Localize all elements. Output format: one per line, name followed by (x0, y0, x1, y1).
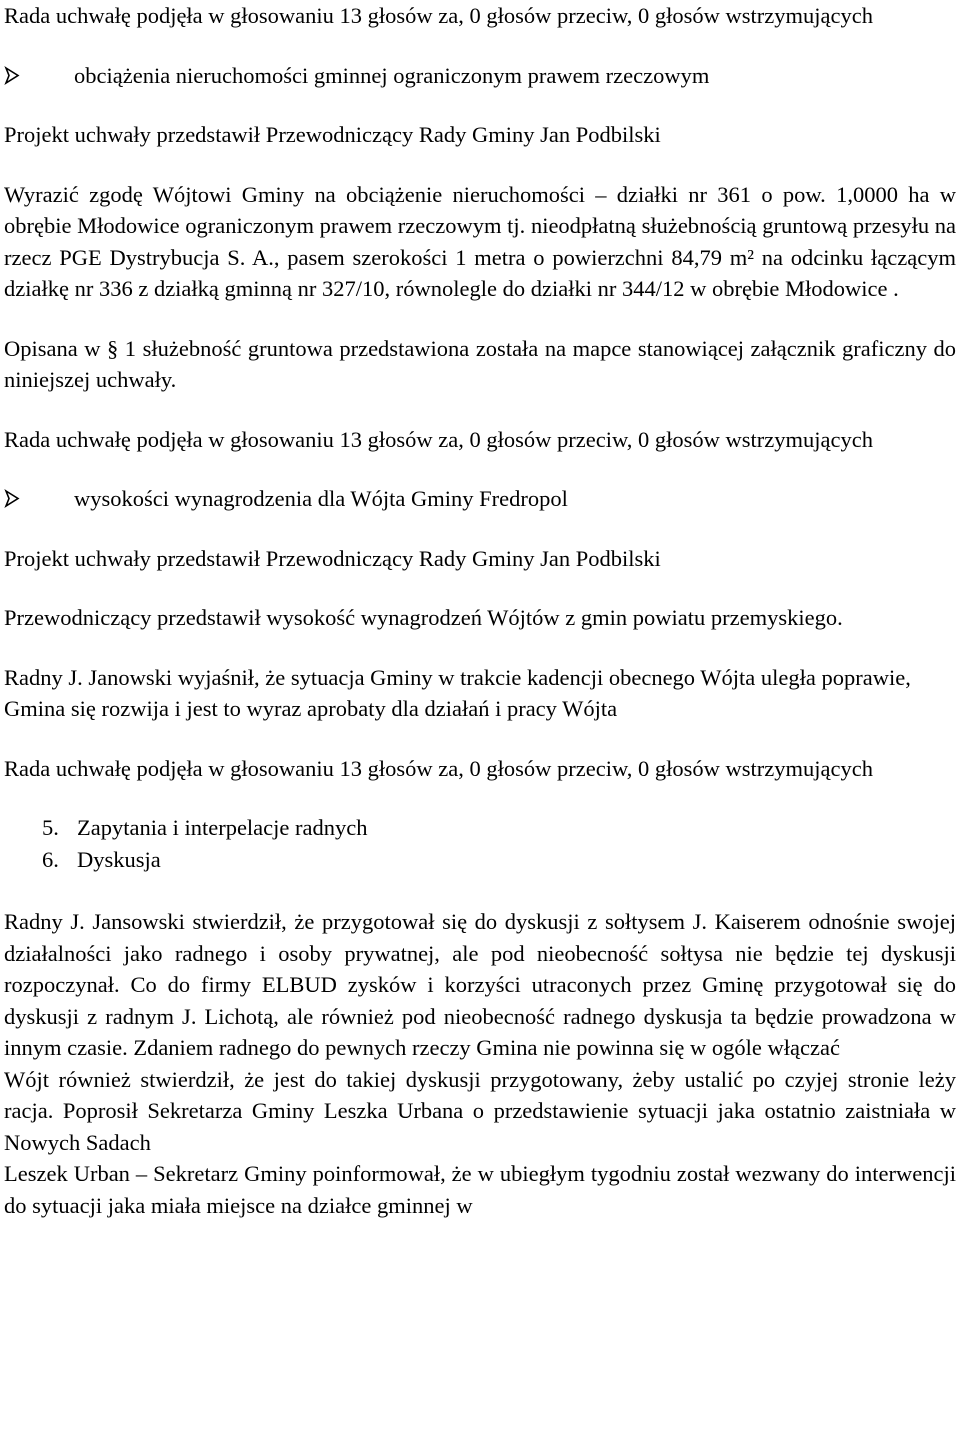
agenda-item-salary (4, 483, 956, 515)
project-presenter-2: Projekt uchwały przedstawił Przewodniczący Rady Gminy Jan Podbilski (4, 545, 661, 571)
list-item-number: 5. (42, 815, 59, 840)
vote-result-3: Rada uchwałę podjęła w głosowaniu 13 głosów za, 0 głosów przeciw, 0 głosów wstrzymujących (4, 755, 873, 781)
list-item-text: Dyskusja (77, 846, 161, 872)
discussion-secretary: Leszek Urban – Sekretarz Gminy poinformował, że w ubiegłym tygodniu został wezwany do interwencji do sytuacji jaka miała miejsce na działce gminnej w (4, 1161, 956, 1218)
councillor-statement: Radny J. Janowski wyjaśnił, że sytuacja Gminy w trakcie kadencji obecnego Wójta uległa poprawie, Gmina się rozwija i jest to wyraz aprobaty dla działań i pracy Wójta (4, 664, 911, 721)
arrow-bullet-icon (4, 483, 22, 514)
agenda-item-label: obciążenia nieruchomości gminnej ograniczonym prawem rzeczowym (74, 62, 710, 88)
list-item-text: Zapytania i interpelacje radnych (77, 815, 368, 840)
chairman-statement: Przewodniczący przedstawił wysokość wynagrodzeń Wójtów z gmin powiatu przemyskiego. (4, 605, 843, 630)
easement-description: Opisana w § 1 służebność gruntowa przedstawiona została na mapce stanowiącej załącznik graficzny do niniejszej uchwały. (4, 335, 956, 392)
list-item (4, 812, 956, 844)
project-presenter-1: Projekt uchwały przedstawił Przewodniczący Rady Gminy Jan Podbilski (4, 122, 661, 147)
document-page (4, 0, 956, 1221)
agenda-item-label: wysokości wynagrodzenia dla Wójta Gminy Fredropol (74, 486, 568, 511)
vote-result-2: Rada uchwałę podjęła w głosowaniu 13 głosów za, 0 głosów przeciw, 0 głosów wstrzymujących (4, 426, 873, 452)
discussion-mayor: Wójt również stwierdził, że jest do takiej dyskusji przygotowany, żeby ustalić po czyjej stronie leży racja. Poprosił Sekretarza Gminy Leszka Urbana o przedstawienie sytuacji jaka ostatnio zaistniała w Nowych Sadach (4, 1066, 956, 1155)
list-item-number: 6. (42, 846, 59, 872)
resolution-text: Wyrazić zgodę Wójtowi Gminy na obciążenie nieruchomości – działki nr 361 o pow. 1,0000 ha w obrębie Młodowice ograniczonym prawem rzeczowym tj. nieodpłatną służebnością gruntową przesyłu na rzecz PGE Dystrybucja S. A., pasem szerokości 1 metra o powierzchni 84,79 m² na odcinku łączącym działkę nr 336 z działką gminną nr 327/10, równolegle do działki nr 344/12 w obrębie Młodowice . (4, 181, 956, 301)
agenda-item-encumbrance (4, 60, 956, 92)
list-item (4, 844, 956, 876)
numbered-list (4, 812, 956, 875)
vote-result-1: Rada uchwałę podjęła w głosowaniu 13 głosów za, 0 głosów przeciw, 0 głosów wstrzymujących (4, 3, 873, 28)
arrow-bullet-icon (4, 60, 22, 91)
discussion-councillor: Radny J. Jansowski stwierdził, że przygotował się do dyskusji z sołtysem J. Kaiserem odnośnie swojej działalności jako radnego i osoby prywatnej, ale pod nieobecność sołtysa nie będzie tej dyskusji rozpoczynał. Co do firmy ELBUD zysków i korzyści utraconych przez Gminę przygotował się do dyskusji z radnym J. Lichotą, ale również pod nieobecność radnego dyskusja ta będzie prowadzona w innym czasie. Zdaniem radnego do pewnych rzeczy Gmina nie powinna się w ogóle włączać (4, 909, 956, 1060)
